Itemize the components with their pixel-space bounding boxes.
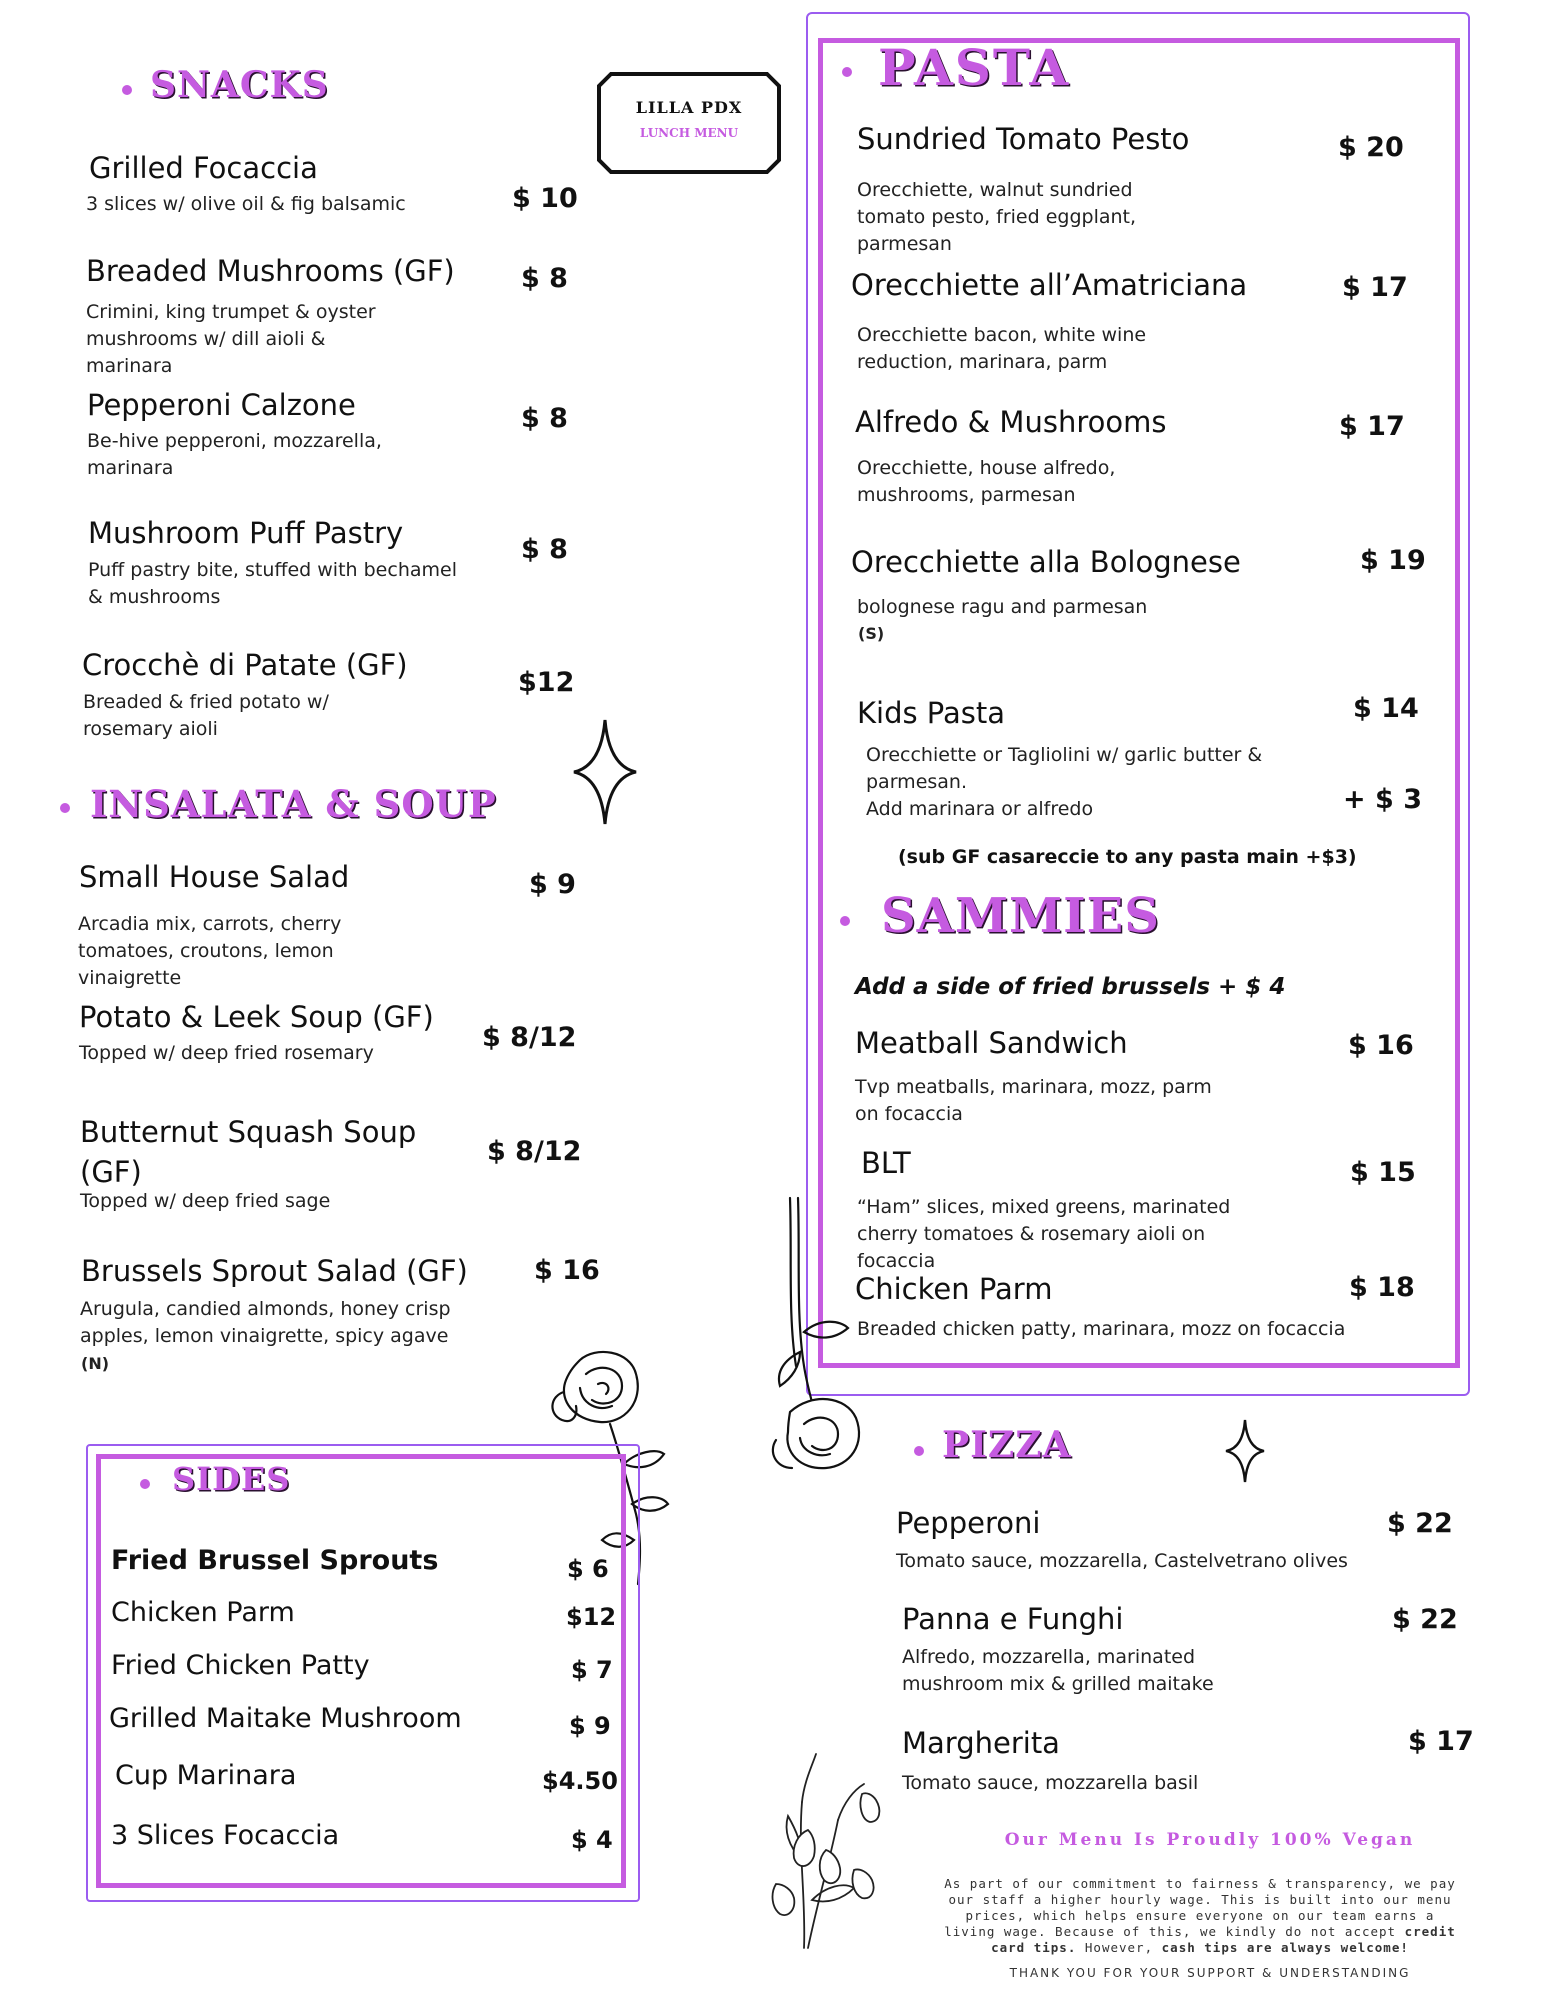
item-price: $ 18 [1349, 1272, 1415, 1303]
insalata-bullet [60, 803, 70, 813]
sides-title: SIDES [172, 1460, 291, 1498]
item-price: $ 17 [1408, 1726, 1474, 1757]
item-name: Meatball Sandwich [855, 1026, 1128, 1060]
item-name: Breaded Mushrooms (GF) [86, 254, 455, 288]
side-name: Fried Chicken Patty [111, 1650, 370, 1681]
snacks-bullet [122, 85, 132, 95]
tip-policy-text-2: However, [1084, 1940, 1154, 1955]
pasta-title: PASTA [878, 38, 1071, 97]
item-desc: Orecchiette or Tagliolini w/ garlic butter & parmesan. [866, 744, 1263, 793]
item-desc: Topped w/ deep fried sage [80, 1190, 331, 1212]
item-price: $ 10 [512, 183, 578, 214]
item-desc: Puff pastry bite, stuffed with bechamel & mushrooms [88, 559, 457, 608]
item-tag: (N) [81, 1354, 110, 1373]
sammies-title: SAMMIES [881, 888, 1160, 944]
logo-subtitle: LUNCH MENU [639, 126, 739, 140]
side-price: $12 [566, 1603, 617, 1631]
item-desc: Breaded chicken patty, marinara, mozz on focaccia [857, 1318, 1346, 1340]
item-desc: “Ham” slices, mixed greens, marinated cherry tomatoes & rosemary aioli on focaccia [857, 1196, 1231, 1272]
item-name: Margherita [902, 1726, 1060, 1760]
tip-policy [940, 1876, 1460, 1956]
side-name: Chicken Parm [111, 1597, 295, 1628]
thank-you-note: THANK YOU FOR YOUR SUPPORT & UNDERSTANDING [1009, 1966, 1411, 1980]
item-name: Brussels Sprout Salad (GF) [81, 1254, 468, 1288]
tip-policy-bold-2: cash tips are always welcome! [1161, 1940, 1409, 1955]
item-desc: Arugula, candied almonds, honey crisp apples, lemon vinaigrette, spicy agave [80, 1298, 451, 1347]
side-price: $ 9 [569, 1712, 611, 1740]
item-desc: Orecchiette bacon, white wine reduction, marinara, parm [857, 324, 1147, 373]
item-name: Mushroom Puff Pastry [88, 516, 404, 550]
side-name: Fried Brussel Sprouts [111, 1545, 439, 1576]
tip-policy-bold: credit card tips. [991, 1924, 1456, 1955]
side-name: Grilled Maitake Mushroom [109, 1703, 462, 1734]
item-desc: Tomato sauce, mozzarella basil [902, 1772, 1199, 1794]
item-desc: bolognese ragu and parmesan [857, 596, 1148, 618]
item-tag: (S) [858, 624, 885, 643]
item-desc: Alfredo, mozzarella, marinated mushroom mix & grilled maitake [902, 1646, 1214, 1695]
snacks-title: SNACKS [150, 64, 329, 106]
item-desc: Arcadia mix, carrots, cherry tomatoes, croutons, lemon vinaigrette [78, 913, 342, 989]
item-name: Pepperoni Calzone [87, 388, 356, 422]
item-price: $ 14 [1353, 693, 1419, 724]
item-name: Orecchiette all’Amatriciana [851, 268, 1248, 302]
side-price: $ 7 [571, 1656, 613, 1684]
logo-badge [597, 72, 781, 174]
item-price: $ 20 [1338, 132, 1404, 163]
item-desc: 3 slices w/ olive oil & fig balsamic [86, 193, 406, 215]
side-price: $4.50 [542, 1767, 618, 1795]
item-name: Potato & Leek Soup (GF) [79, 1000, 434, 1034]
item-desc: Orecchiette, walnut sundried tomato pesto, fried eggplant, parmesan [857, 179, 1137, 255]
item-price: $ 8 [521, 403, 568, 434]
item-price: $ 9 [529, 869, 576, 900]
item-name: Sundried Tomato Pesto [857, 122, 1190, 156]
item-name: Panna e Funghi [902, 1602, 1124, 1636]
item-desc: Orecchiette, house alfredo, mushrooms, parmesan [857, 457, 1116, 506]
item-name: BLT [861, 1146, 911, 1180]
logo-title: LILLA PDX [635, 98, 743, 117]
item-price: $ 8/12 [482, 1022, 577, 1053]
item-name: Small House Salad [79, 860, 350, 894]
item-desc-addon: Add marinara or alfredo [866, 798, 1094, 820]
item-desc: Crimini, king trumpet & oyster mushrooms w/ dill aioli & marinara [86, 301, 376, 377]
item-desc: Tvp meatballs, marinara, mozz, parm on focaccia [855, 1076, 1212, 1125]
side-name: Cup Marinara [115, 1760, 297, 1791]
side-price: $ 4 [571, 1826, 613, 1854]
item-price: $ 15 [1350, 1157, 1416, 1188]
item-price-addon: + $ 3 [1343, 784, 1422, 815]
side-price: $ 6 [567, 1555, 609, 1583]
item-name: Crocchè di Patate (GF) [82, 648, 408, 682]
item-price: $ 22 [1387, 1508, 1453, 1539]
item-name: Chicken Parm [855, 1272, 1053, 1306]
pizza-bullet [914, 1446, 924, 1456]
pasta-bullet [842, 67, 852, 77]
item-price: $ 19 [1360, 545, 1426, 576]
item-price: $ 17 [1339, 411, 1405, 442]
item-desc: Tomato sauce, mozzarella, Castelvetrano olives [896, 1550, 1348, 1572]
tip-policy-text: As part of our commitment to fairness & transparency, we pay our staff a higher hourly wage. This is built into our menu prices, which helps ensure everyone on our team earns a living wage. Because of this, we kindly do not accept [944, 1876, 1456, 1939]
snowdrop-flower-icon [768, 1750, 888, 1950]
item-desc: Topped w/ deep fried rosemary [79, 1042, 374, 1064]
sparkle-icon [572, 718, 638, 826]
item-price: $ 16 [1348, 1030, 1414, 1061]
item-price: $ 8 [521, 534, 568, 565]
item-desc: Breaded & fried potato w/ rosemary aioli [83, 691, 329, 740]
sammies-side-note: Add a side of fried brussels + $ 4 [855, 974, 1286, 1000]
item-name: Orecchiette alla Bolognese [851, 545, 1241, 579]
item-price: $ 8 [521, 263, 568, 294]
item-price: $12 [518, 667, 575, 698]
rose-icon [770, 1196, 880, 1480]
sparkle-icon [1224, 1418, 1266, 1484]
item-name: Grilled Focaccia [89, 151, 318, 185]
item-name: Butternut Squash Soup (GF) [80, 1115, 417, 1189]
pizza-title: PIZZA [942, 1424, 1072, 1466]
item-price: $ 8/12 [487, 1136, 582, 1167]
item-desc: Be-hive pepperoni, mozzarella, marinara [87, 430, 382, 479]
item-name: Kids Pasta [857, 696, 1006, 730]
item-name: Pepperoni [896, 1506, 1041, 1540]
insalata-title: INSALATA & SOUP [90, 782, 497, 826]
item-price: $ 22 [1392, 1604, 1458, 1635]
item-price: $ 17 [1342, 272, 1408, 303]
side-name: 3 Slices Focaccia [111, 1820, 340, 1851]
vegan-statement: Our Menu Is Proudly 100% Vegan [1004, 1830, 1416, 1850]
sides-bullet [140, 1479, 150, 1489]
item-name: Alfredo & Mushrooms [855, 405, 1167, 439]
sammies-bullet [840, 916, 850, 926]
item-price: $ 16 [534, 1255, 600, 1286]
pasta-gf-note: (sub GF casareccie to any pasta main +$3) [898, 846, 1357, 868]
